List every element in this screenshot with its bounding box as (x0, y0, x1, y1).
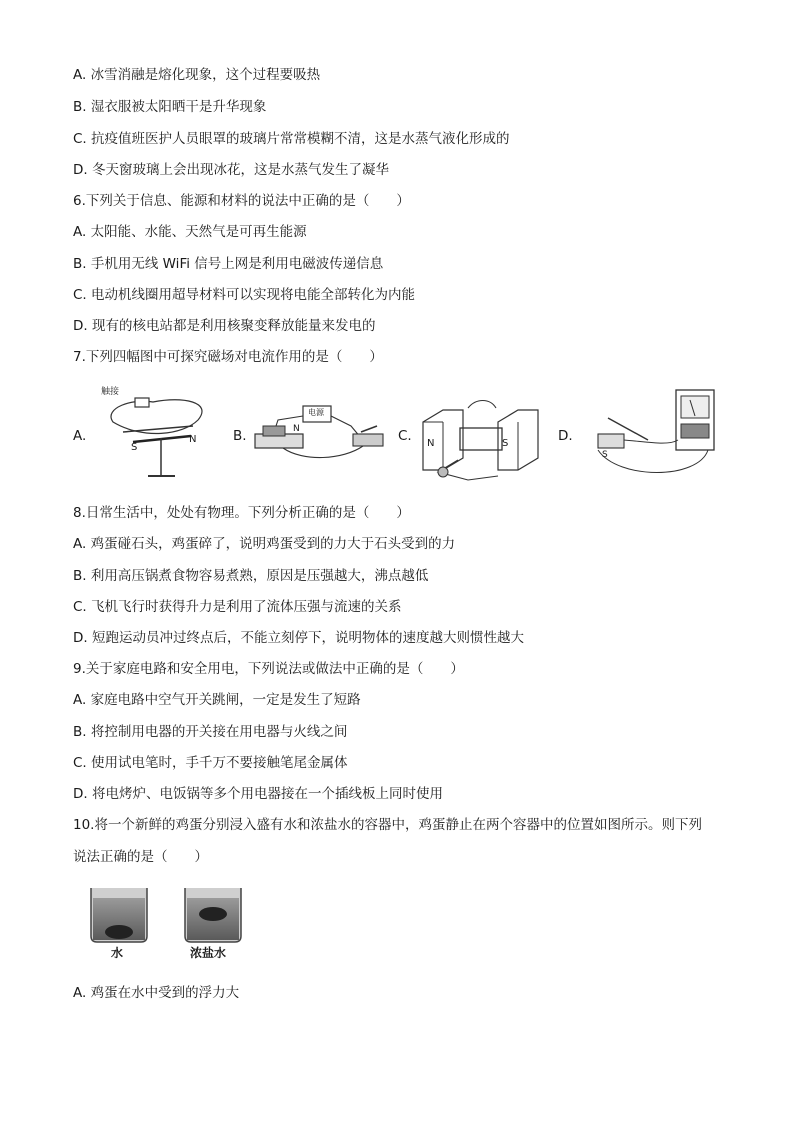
q9-option-d: D. 将电烤炉、电饭锅等多个用电器接在一个插线板上同时使用 (73, 786, 443, 802)
q7-figure-d-label: D. (558, 428, 573, 444)
q6-stem: 6.下列关于信息、能源和材料的说法中正确的是（ ） (73, 193, 410, 209)
q9-option-b: B. 将控制用电器的开关接在用电器与火线之间 (73, 724, 348, 740)
q10-stem-line1: 10.将一个新鲜的鸡蛋分别浸入盛有水和浓盐水的容器中，鸡蛋静止在两个容器中的位置如图所示。则下列 (73, 817, 702, 833)
q10-option-a: A. 鸡蛋在水中受到的浮力大 (73, 985, 240, 1001)
q7-figure-d-pole-s: S (602, 450, 608, 460)
q7-figure-a-pole-n: N (189, 434, 197, 445)
q7-figure-b-tag: 电源 (308, 408, 324, 417)
q7-figure-d (558, 380, 733, 485)
q9-option-a: A. 家庭电路中空气开关跳闸，一定是发生了短路 (73, 692, 361, 708)
oersted-experiment-drawing (73, 380, 233, 485)
q10-stem-line2: 说法正确的是（ ） (73, 849, 208, 865)
q6-option-d: D. 现有的核电站都是利用核聚变释放能量来发电的 (73, 318, 376, 334)
q6-option-b: B. 手机用无线 WiFi 信号上网是利用电磁波传递信息 (73, 256, 384, 272)
q7-figure-a (73, 380, 233, 485)
q8-option-c: C. 飞机飞行时获得升力是利用了流体压强与流速的关系 (73, 599, 402, 615)
q8-option-b: B. 利用高压锅煮食物容易煮熟，原因是压强越大，沸点越低 (73, 568, 429, 584)
q7-figure-b (233, 380, 398, 485)
q9-stem: 9.关于家庭电路和安全用电，下列说法或做法中正确的是（ ） (73, 661, 464, 677)
q8-option-a: A. 鸡蛋碰石头，鸡蛋碎了，说明鸡蛋受到的力大于石头受到的力 (73, 536, 456, 552)
q7-figure-b-pole-n: N (293, 424, 300, 434)
q7-figure-a-tag: 触接 (101, 387, 120, 397)
q5-option-d: D. 冬天窗玻璃上会出现冰花，这是水蒸气发生了凝华 (73, 162, 389, 178)
q5-option-c: C. 抗疫值班医护人员眼罩的玻璃片常常模糊不清，这是水蒸气液化形成的 (73, 131, 510, 147)
q7-figure-c-pole-s: S (502, 438, 509, 449)
q6-option-c: C. 电动机线圈用超导材料可以实现将电能全部转化为内能 (73, 287, 416, 303)
q7-figure-c-pole-n: N (427, 438, 435, 449)
q8-stem: 8.日常生活中，处处有物理。下列分析正确的是（ ） (73, 505, 410, 521)
q7-figure-c (398, 380, 558, 485)
q7-figure-a-pole-s: S (131, 442, 138, 453)
q7-stem: 7.下列四幅图中可探究磁场对电流作用的是（ ） (73, 349, 383, 365)
q7-figure-row (73, 380, 733, 485)
q6-option-a: A. 太阳能、水能、天然气是可再生能源 (73, 224, 307, 240)
q7-figure-a-label: A. (73, 428, 87, 444)
q5-option-a: A. 冰雪消融是熔化现象，这个过程要吸热 (73, 67, 321, 83)
electromagnet-circuit-drawing (233, 380, 398, 485)
q9-option-c: C. 使用试电笔时，手千万不要接触笔尾金属体 (73, 755, 348, 771)
q8-option-d: D. 短跑运动员冲过终点后，不能立刻停下，说明物体的速度越大则惯性越大 (73, 630, 524, 646)
q7-figure-c-label: C. (398, 428, 412, 444)
q10-figure (85, 884, 255, 964)
q7-figure-b-label: B. (233, 428, 247, 444)
q10-label-water: 水 (111, 946, 124, 960)
q5-option-b: B. 湿衣服被太阳晒干是升华现象 (73, 99, 267, 115)
q10-label-salt-water: 浓盐水 (190, 946, 227, 960)
generator-coil-drawing (398, 380, 558, 485)
galvanometer-circuit-drawing (558, 380, 733, 485)
